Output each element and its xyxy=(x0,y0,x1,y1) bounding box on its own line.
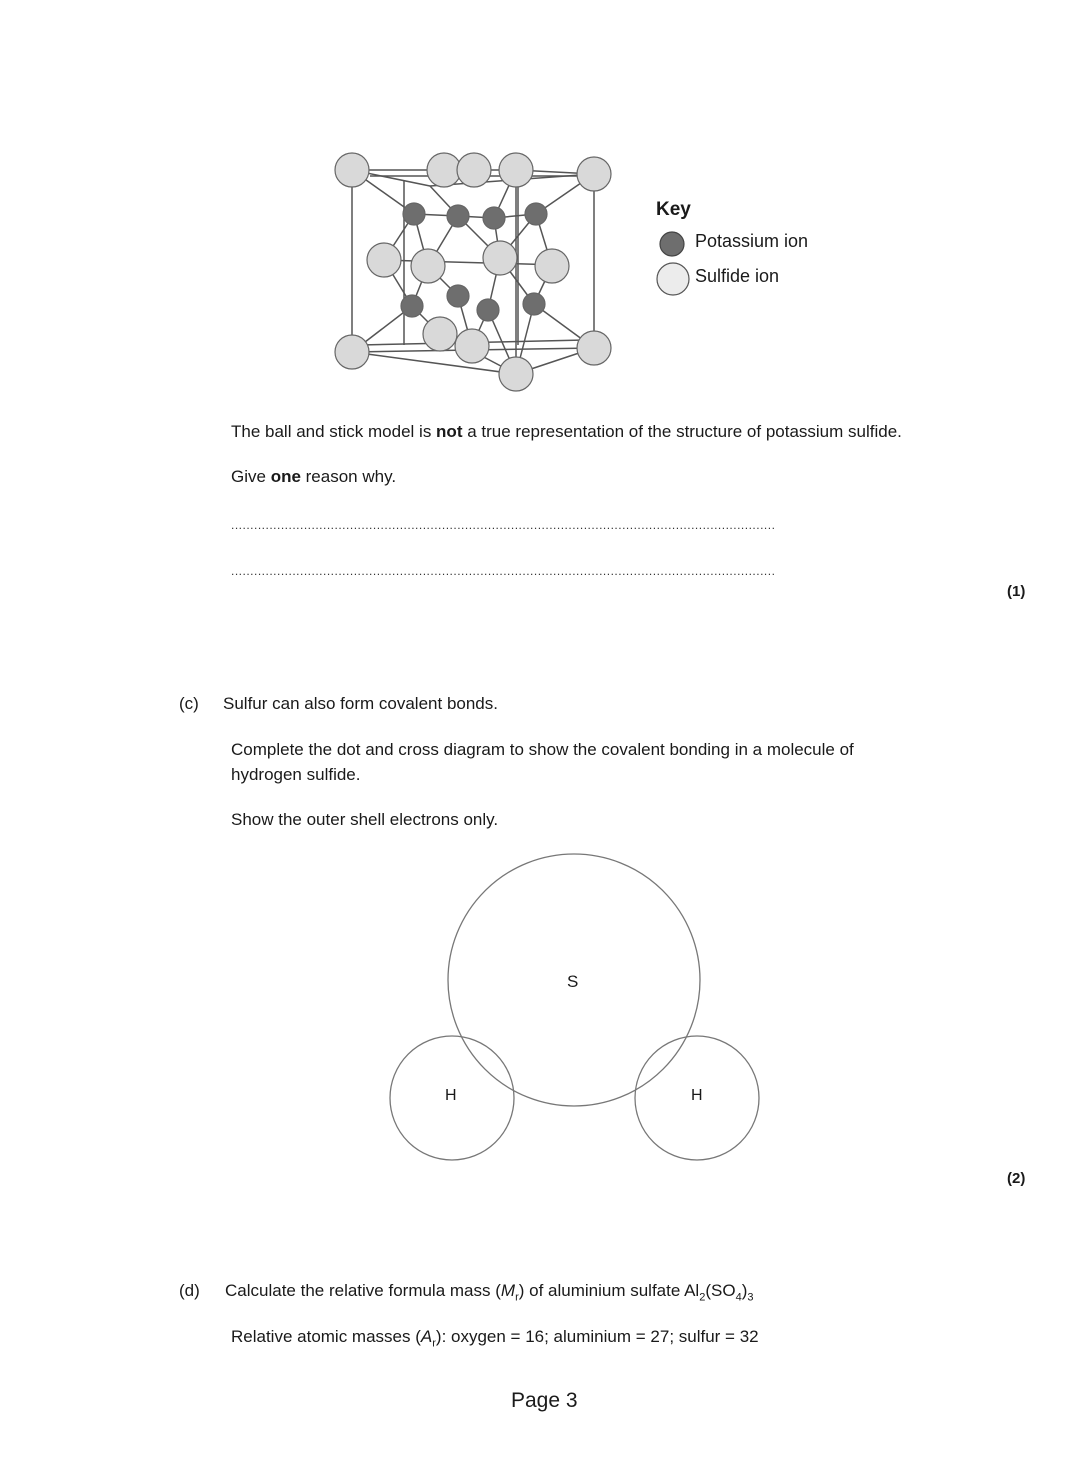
part-c-task-line2: hydrogen sulfide. xyxy=(231,765,361,784)
question-r: r xyxy=(515,1291,519,1304)
instruction-text xyxy=(231,465,396,489)
hydrogen-left-symbol: H xyxy=(445,1087,457,1104)
marks-c: (2) xyxy=(1007,1170,1026,1187)
statement-text xyxy=(231,420,902,444)
ball-and-stick-model xyxy=(320,140,620,400)
part-c-label: (c) xyxy=(179,694,199,713)
statement-bold: not xyxy=(436,422,463,441)
page-number: Page 3 xyxy=(511,1389,578,1412)
instruction-bold: one xyxy=(270,467,301,486)
potassium-ion-swatch xyxy=(658,230,686,258)
question-sub3: 3 xyxy=(747,1291,754,1304)
answer-line-1[interactable]: .............................................................................................................................................. xyxy=(231,518,776,532)
part-c-intro: Sulfur can also form covalent bonds. xyxy=(223,694,498,713)
question-pre: Calculate the relative formula mass ( xyxy=(225,1281,501,1300)
key-title: Key xyxy=(656,199,691,220)
question-so: (SO xyxy=(705,1281,736,1300)
question-mid: ) of aluminium sulfate Al xyxy=(518,1281,700,1300)
ram-pre: Relative atomic masses ( xyxy=(231,1327,421,1346)
statement-pre: The ball and stick model is xyxy=(231,422,437,441)
question-m: M xyxy=(500,1281,516,1300)
sulfide-ion-swatch xyxy=(655,261,691,297)
part-c-task-line1: Complete the dot and cross diagram to show the covalent bonding in a molecule of xyxy=(231,740,854,759)
statement-post: a true representation of the structure of potassium sulfide. xyxy=(462,422,902,441)
part-d-ram xyxy=(231,1325,759,1355)
ram-post: ): oxygen = 16; aluminium = 27; sulfur = 32 xyxy=(435,1327,759,1346)
hydrogen-right-symbol: H xyxy=(691,1087,703,1104)
instruction-post: reason why. xyxy=(300,467,397,486)
question-sub2: 2 xyxy=(699,1291,706,1304)
answer-line-2[interactable]: .............................................................................................................................................. xyxy=(231,564,776,578)
part-c-note: Show the outer shell electrons only. xyxy=(231,810,499,829)
ram-r: r xyxy=(432,1337,436,1350)
ram-a: A xyxy=(420,1327,433,1346)
key-label-sulfide: Sulfide ion xyxy=(695,266,780,286)
instruction-pre: Give xyxy=(231,467,271,486)
part-d-question xyxy=(225,1279,753,1309)
dot-and-cross-diagram xyxy=(380,848,770,1168)
question-close: ) xyxy=(741,1281,748,1300)
part-d-label: (d) xyxy=(179,1281,200,1300)
question-sub4: 4 xyxy=(735,1291,742,1304)
sulfur-symbol: S xyxy=(567,972,579,991)
marks-b: (1) xyxy=(1007,583,1026,600)
key-label-potassium: Potassium ion xyxy=(695,231,809,251)
